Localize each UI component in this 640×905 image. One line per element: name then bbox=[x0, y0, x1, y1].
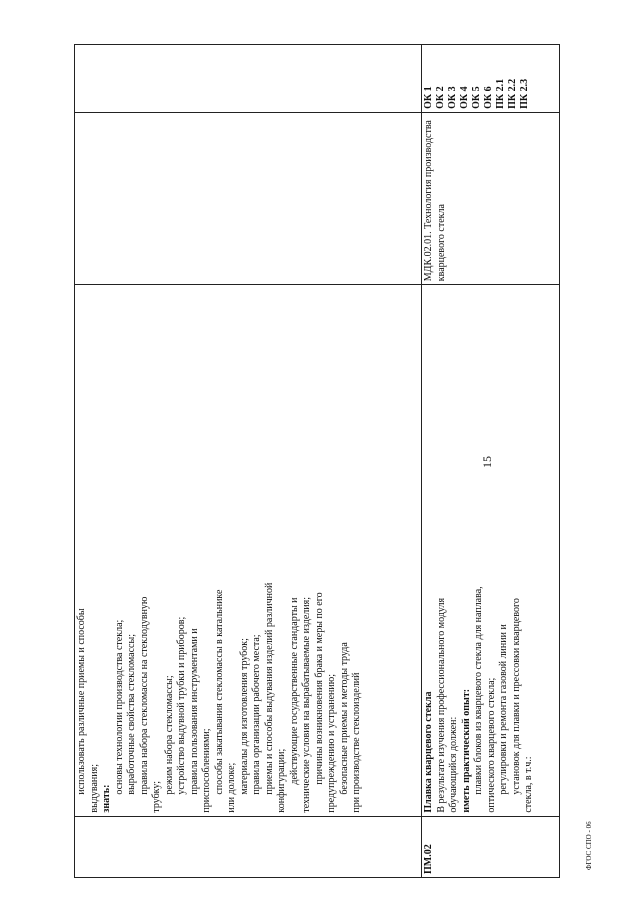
practice-item: стекла, в т.ч.: bbox=[523, 756, 535, 813]
competency-code: ОК 6 bbox=[483, 86, 495, 109]
know-item: способы закатывания стекломассы в катальнике bbox=[213, 589, 225, 795]
curriculum-table bbox=[74, 44, 560, 878]
know-item: причины возникновения брака и меры по его bbox=[313, 592, 325, 785]
table-row bbox=[75, 45, 422, 878]
competency-code: ПК 2.2 bbox=[507, 78, 519, 109]
know-item: режим набора стекломассы; bbox=[163, 675, 175, 795]
competency-code: ОК 5 bbox=[471, 86, 483, 109]
intro-line: обучающийся должен: bbox=[448, 716, 460, 813]
know-item: правила набора стекломассы на стеклодувную bbox=[138, 596, 150, 795]
footer-standard-code: ФГОС СПО - 06 bbox=[585, 821, 593, 870]
competency-code: ОК 4 bbox=[459, 86, 471, 109]
know-item: приспособлениями; bbox=[201, 728, 212, 813]
competency-code: ПК 2.3 bbox=[519, 78, 531, 109]
practice-item: установок для плавки и прессовки кварцевого bbox=[510, 598, 522, 795]
module-code-cell: ПМ.02 bbox=[422, 816, 560, 877]
know-item: или долоке; bbox=[226, 762, 237, 813]
know-item: материалы для изготовления трубок; bbox=[238, 638, 250, 795]
module-title: Плавка кварцевого стекла bbox=[423, 691, 435, 813]
module-content-cell bbox=[422, 285, 560, 816]
know-item: выработочные свойства стекломассы; bbox=[126, 634, 137, 795]
know-item: действующие государственные стандарты и bbox=[288, 597, 300, 785]
practice-item: оптического кварцевого стекла; bbox=[485, 677, 497, 813]
competencies-cell bbox=[75, 45, 422, 113]
know-item: правила пользования инструментами и bbox=[188, 628, 200, 795]
content-line: выдувания; bbox=[88, 764, 100, 813]
know-item: предупреждению и устранению; bbox=[326, 674, 337, 813]
know-item: трубку; bbox=[151, 780, 162, 813]
mdk-cell bbox=[75, 112, 422, 284]
know-item: устройство выдувной трубки и приборов; bbox=[176, 616, 187, 795]
content-line: использовать различные приемы и способы bbox=[76, 608, 87, 795]
know-item: приемы и способы выдувания изделий различной bbox=[263, 582, 275, 795]
module-code-cell bbox=[75, 816, 422, 877]
know-label: знать: bbox=[101, 784, 112, 813]
practice-item: регулировки и ремонта газовой линии и bbox=[498, 624, 510, 795]
mdk-cell: МДК.02.01. Технология производства кварцевого стекла bbox=[422, 112, 560, 284]
know-item: правила организации рабочего места; bbox=[251, 634, 262, 795]
know-item: при производстве стеклоизделий bbox=[351, 672, 362, 813]
competency-code: ОК 2 bbox=[435, 86, 447, 109]
competency-code: ОК 3 bbox=[447, 86, 459, 109]
module-content-cell bbox=[75, 285, 422, 816]
competencies-cell bbox=[422, 45, 560, 113]
know-item: основы технологии производства стекла; bbox=[113, 619, 125, 795]
practice-item: плавки блоков из кварцевого стекла для наплава, bbox=[473, 586, 485, 795]
curriculum-table-rotated bbox=[74, 44, 560, 878]
page-number: 15 bbox=[480, 456, 494, 468]
competency-code: ПК 2.1 bbox=[495, 78, 507, 109]
practice-label: иметь практический опыт: bbox=[460, 688, 472, 813]
know-item: технические условия на вырабатываемые изделия; bbox=[301, 597, 312, 813]
know-item: безопасные приемы и методы труда bbox=[338, 642, 350, 795]
intro-line: В результате изучения профессионального модуля bbox=[435, 597, 447, 813]
competency-code: ОК 1 bbox=[423, 86, 435, 109]
table-row bbox=[422, 45, 560, 878]
know-item: конфигурации; bbox=[276, 748, 287, 813]
